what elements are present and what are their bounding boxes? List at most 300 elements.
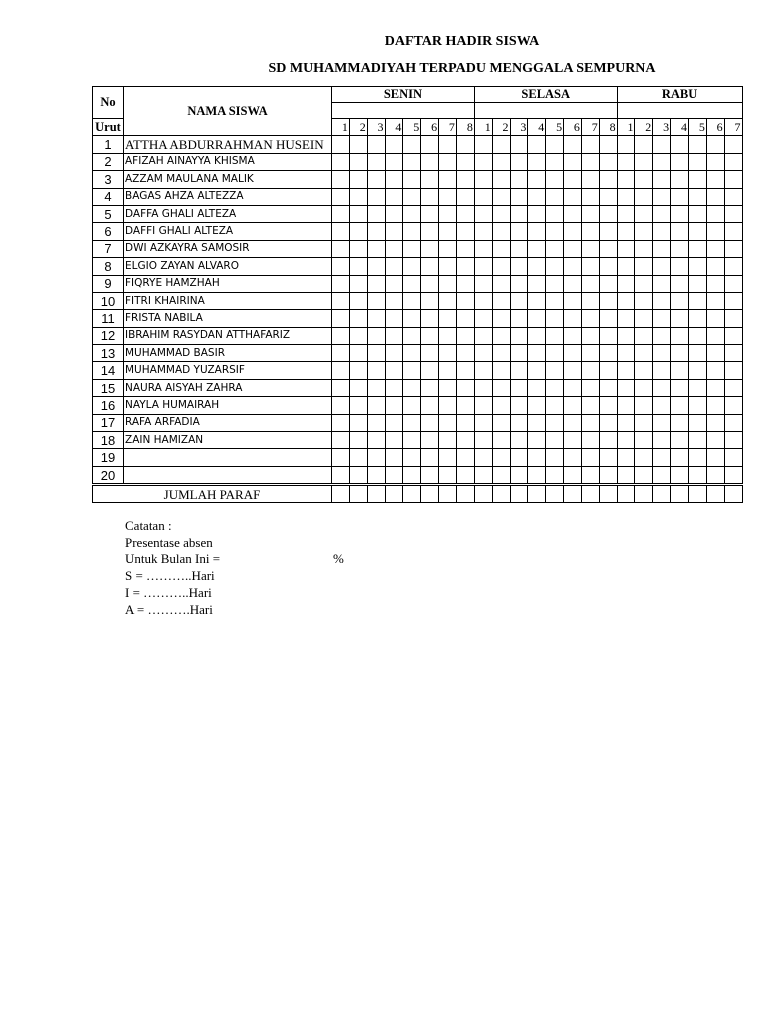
attendance-cell	[385, 466, 403, 484]
attendance-cell	[688, 397, 706, 414]
attendance-cell	[421, 205, 439, 222]
attendance-cell	[724, 310, 742, 327]
attendance-cell	[671, 310, 689, 327]
attendance-cell	[332, 171, 350, 188]
attendance-cell	[653, 258, 671, 275]
attendance-cell	[367, 240, 385, 257]
attendance-cell	[706, 397, 724, 414]
attendance-cell	[635, 153, 653, 170]
attendance-cell	[332, 240, 350, 257]
attendance-cell	[724, 292, 742, 309]
attendance-cell	[635, 136, 653, 153]
attendance-cell	[671, 188, 689, 205]
attendance-cell	[528, 136, 546, 153]
attendance-cell	[528, 292, 546, 309]
attendance-cell	[456, 345, 474, 362]
student-name: RAFA ARFADIA	[124, 414, 332, 431]
attendance-cell	[724, 449, 742, 466]
attendance-cell	[724, 258, 742, 275]
attendance-cell	[439, 153, 457, 170]
attendance-cell	[332, 449, 350, 466]
attendance-cell	[617, 345, 635, 362]
column-header-urut: Urut	[93, 119, 124, 136]
attendance-cell	[492, 466, 510, 484]
attendance-cell	[403, 449, 421, 466]
attendance-cell	[456, 223, 474, 240]
attendance-cell	[635, 205, 653, 222]
notes-line: Catatan :	[125, 518, 172, 533]
attendance-cell	[617, 136, 635, 153]
attendance-cell	[688, 205, 706, 222]
attendance-cell	[474, 327, 492, 344]
student-row	[93, 449, 743, 466]
attendance-cell	[564, 153, 582, 170]
attendance-cell	[510, 275, 528, 292]
attendance-cell	[599, 171, 617, 188]
student-name: ZAIN HAMIZAN	[124, 432, 332, 449]
attendance-cell	[456, 397, 474, 414]
attendance-cell	[349, 397, 367, 414]
attendance-cell	[456, 136, 474, 153]
student-name	[124, 449, 332, 466]
student-row	[93, 397, 743, 414]
attendance-cell	[385, 345, 403, 362]
attendance-cell	[456, 379, 474, 396]
session-number: 3	[510, 119, 528, 136]
attendance-cell	[617, 275, 635, 292]
session-number: 5	[546, 119, 564, 136]
attendance-cell	[474, 397, 492, 414]
attendance-cell	[349, 240, 367, 257]
attendance-cell	[599, 240, 617, 257]
attendance-cell	[332, 205, 350, 222]
attendance-cell	[546, 432, 564, 449]
student-number: 12	[93, 327, 124, 344]
attendance-cell	[635, 310, 653, 327]
attendance-cell	[564, 379, 582, 396]
attendance-cell	[528, 466, 546, 484]
attendance-cell	[456, 310, 474, 327]
attendance-cell	[349, 362, 367, 379]
attendance-cell	[546, 223, 564, 240]
student-name: AZZAM MAULANA MALIK	[124, 171, 332, 188]
attendance-cell	[367, 188, 385, 205]
session-number: 4	[385, 119, 403, 136]
attendance-cell	[349, 345, 367, 362]
attendance-cell	[671, 379, 689, 396]
attendance-cell	[474, 362, 492, 379]
student-name: FITRI KHAIRINA	[124, 292, 332, 309]
attendance-cell	[528, 327, 546, 344]
attendance-cell	[510, 327, 528, 344]
signature-cell	[671, 485, 689, 503]
attendance-cell	[403, 240, 421, 257]
attendance-cell	[385, 432, 403, 449]
notes-line: Presentase absen	[125, 534, 213, 550]
student-number: 6	[93, 223, 124, 240]
attendance-cell	[510, 362, 528, 379]
attendance-cell	[421, 171, 439, 188]
attendance-cell	[706, 292, 724, 309]
attendance-cell	[474, 205, 492, 222]
attendance-cell	[653, 397, 671, 414]
attendance-cell	[617, 397, 635, 414]
attendance-cell	[349, 310, 367, 327]
student-number: 4	[93, 188, 124, 205]
attendance-cell	[474, 223, 492, 240]
attendance-cell	[492, 205, 510, 222]
signature-cell	[546, 485, 564, 503]
attendance-cell	[688, 310, 706, 327]
attendance-cell	[456, 188, 474, 205]
session-number: 7	[581, 119, 599, 136]
attendance-cell	[706, 379, 724, 396]
attendance-cell	[492, 292, 510, 309]
attendance-cell	[581, 223, 599, 240]
attendance-cell	[599, 397, 617, 414]
attendance-cell	[617, 414, 635, 431]
attendance-cell	[439, 223, 457, 240]
attendance-cell	[599, 153, 617, 170]
student-number: 19	[93, 449, 124, 466]
attendance-cell	[474, 345, 492, 362]
session-number: 6	[706, 119, 724, 136]
attendance-cell	[528, 153, 546, 170]
attendance-cell	[492, 362, 510, 379]
attendance-cell	[653, 362, 671, 379]
session-number: 6	[421, 119, 439, 136]
attendance-cell	[564, 136, 582, 153]
attendance-cell	[635, 258, 653, 275]
attendance-cell	[635, 240, 653, 257]
attendance-cell	[635, 432, 653, 449]
attendance-cell	[724, 240, 742, 257]
student-row	[93, 292, 743, 309]
attendance-cell	[439, 171, 457, 188]
attendance-cell	[349, 188, 367, 205]
attendance-cell	[474, 310, 492, 327]
attendance-cell	[653, 327, 671, 344]
attendance-cell	[492, 275, 510, 292]
student-row	[93, 327, 743, 344]
attendance-cell	[653, 188, 671, 205]
attendance-cell	[492, 258, 510, 275]
attendance-cell	[671, 414, 689, 431]
attendance-cell	[492, 327, 510, 344]
attendance-cell	[474, 171, 492, 188]
attendance-cell	[546, 171, 564, 188]
attendance-cell	[456, 327, 474, 344]
attendance-cell	[564, 223, 582, 240]
student-row	[93, 275, 743, 292]
attendance-cell	[671, 275, 689, 292]
attendance-cell	[385, 205, 403, 222]
attendance-cell	[474, 449, 492, 466]
attendance-cell	[510, 397, 528, 414]
attendance-cell	[349, 171, 367, 188]
attendance-cell	[706, 414, 724, 431]
session-number: 5	[403, 119, 421, 136]
attendance-cell	[421, 327, 439, 344]
session-number: 4	[671, 119, 689, 136]
signature-cell	[367, 485, 385, 503]
attendance-cell	[385, 310, 403, 327]
attendance-cell	[599, 327, 617, 344]
student-number: 10	[93, 292, 124, 309]
student-row	[93, 188, 743, 205]
attendance-cell	[706, 345, 724, 362]
attendance-cell	[688, 466, 706, 484]
attendance-cell	[528, 275, 546, 292]
attendance-cell	[439, 240, 457, 257]
attendance-cell	[564, 345, 582, 362]
student-row	[93, 171, 743, 188]
session-number: 5	[688, 119, 706, 136]
signature-cell	[403, 485, 421, 503]
attendance-cell	[349, 205, 367, 222]
attendance-cell	[546, 327, 564, 344]
attendance-cell	[456, 362, 474, 379]
student-number: 3	[93, 171, 124, 188]
attendance-cell	[724, 414, 742, 431]
student-row	[93, 223, 743, 240]
attendance-cell	[349, 153, 367, 170]
attendance-cell	[546, 136, 564, 153]
attendance-cell	[528, 240, 546, 257]
attendance-cell	[581, 414, 599, 431]
attendance-cell	[546, 153, 564, 170]
attendance-cell	[617, 432, 635, 449]
student-name: BAGAS AHZA ALTEZZA	[124, 188, 332, 205]
attendance-cell	[528, 223, 546, 240]
attendance-cell	[332, 362, 350, 379]
attendance-cell	[617, 449, 635, 466]
attendance-cell	[564, 362, 582, 379]
attendance-cell	[617, 466, 635, 484]
attendance-cell	[671, 292, 689, 309]
attendance-cell	[581, 171, 599, 188]
attendance-cell	[564, 397, 582, 414]
student-name: NAYLA HUMAIRAH	[124, 397, 332, 414]
attendance-cell	[671, 223, 689, 240]
attendance-cell	[421, 240, 439, 257]
column-header-name: NAMA SISWA	[124, 87, 332, 136]
attendance-cell	[403, 397, 421, 414]
attendance-cell	[546, 345, 564, 362]
attendance-cell	[510, 432, 528, 449]
attendance-cell	[510, 171, 528, 188]
attendance-cell	[474, 153, 492, 170]
attendance-cell	[385, 379, 403, 396]
attendance-cell	[688, 414, 706, 431]
session-number: 1	[332, 119, 350, 136]
attendance-cell	[403, 188, 421, 205]
attendance-cell	[635, 292, 653, 309]
attendance-cell	[688, 345, 706, 362]
attendance-cell	[492, 136, 510, 153]
attendance-cell	[367, 449, 385, 466]
attendance-cell	[439, 397, 457, 414]
attendance-cell	[421, 153, 439, 170]
attendance-cell	[510, 379, 528, 396]
attendance-cell	[564, 432, 582, 449]
attendance-cell	[671, 432, 689, 449]
attendance-cell	[617, 327, 635, 344]
attendance-cell	[439, 205, 457, 222]
attendance-cell	[439, 345, 457, 362]
total-row	[93, 485, 743, 503]
attendance-cell	[439, 466, 457, 484]
attendance-cell	[724, 205, 742, 222]
attendance-cell	[635, 397, 653, 414]
attendance-cell	[492, 449, 510, 466]
attendance-cell	[706, 240, 724, 257]
notes-block	[125, 518, 220, 618]
attendance-cell	[332, 136, 350, 153]
attendance-cell	[385, 362, 403, 379]
signature-cell	[349, 485, 367, 503]
signature-cell	[706, 485, 724, 503]
notes-line: S = ………..Hari	[125, 568, 215, 584]
attendance-cell	[653, 223, 671, 240]
attendance-cell	[617, 205, 635, 222]
attendance-cell	[706, 223, 724, 240]
notes-line: A = ……….Hari	[125, 601, 213, 617]
attendance-cell	[367, 362, 385, 379]
attendance-cell	[635, 171, 653, 188]
attendance-cell	[653, 466, 671, 484]
attendance-cell	[474, 258, 492, 275]
attendance-cell	[671, 449, 689, 466]
day-header: SELASA	[474, 87, 617, 103]
session-number: 8	[456, 119, 474, 136]
attendance-cell	[474, 414, 492, 431]
attendance-cell	[617, 292, 635, 309]
student-row	[93, 345, 743, 362]
attendance-cell	[349, 466, 367, 484]
student-name: DWI AZKAYRA SAMOSIR	[124, 240, 332, 257]
attendance-cell	[385, 188, 403, 205]
attendance-cell	[528, 258, 546, 275]
attendance-cell	[439, 362, 457, 379]
attendance-cell	[688, 379, 706, 396]
attendance-cell	[474, 292, 492, 309]
student-row	[93, 310, 743, 327]
attendance-cell	[439, 414, 457, 431]
attendance-cell	[635, 275, 653, 292]
attendance-cell	[564, 240, 582, 257]
attendance-cell	[385, 223, 403, 240]
attendance-cell	[671, 171, 689, 188]
attendance-cell	[510, 205, 528, 222]
day-subheader-cell	[474, 103, 617, 119]
attendance-cell	[617, 223, 635, 240]
attendance-cell	[564, 292, 582, 309]
attendance-cell	[349, 449, 367, 466]
attendance-cell	[653, 205, 671, 222]
signature-cell	[421, 485, 439, 503]
attendance-cell	[385, 449, 403, 466]
attendance-cell	[439, 310, 457, 327]
student-number: 14	[93, 362, 124, 379]
student-number: 2	[93, 153, 124, 170]
attendance-cell	[581, 240, 599, 257]
session-number: 2	[635, 119, 653, 136]
student-number: 16	[93, 397, 124, 414]
attendance-cell	[688, 362, 706, 379]
attendance-cell	[528, 171, 546, 188]
attendance-sheet	[92, 86, 743, 504]
attendance-cell	[403, 379, 421, 396]
attendance-cell	[581, 258, 599, 275]
attendance-cell	[671, 345, 689, 362]
session-number: 7	[439, 119, 457, 136]
attendance-cell	[349, 275, 367, 292]
attendance-cell	[456, 449, 474, 466]
day-subheader-cell	[332, 103, 475, 119]
attendance-cell	[688, 171, 706, 188]
attendance-cell	[456, 414, 474, 431]
attendance-cell	[528, 379, 546, 396]
attendance-cell	[706, 449, 724, 466]
attendance-cell	[635, 223, 653, 240]
attendance-cell	[385, 397, 403, 414]
attendance-cell	[688, 292, 706, 309]
attendance-cell	[599, 466, 617, 484]
student-name: ATTHA ABDURRAHMAN HUSEIN	[124, 136, 332, 153]
attendance-cell	[581, 310, 599, 327]
attendance-cell	[635, 466, 653, 484]
attendance-cell	[367, 205, 385, 222]
percent-sign: %	[333, 551, 344, 566]
attendance-cell	[546, 379, 564, 396]
attendance-cell	[653, 379, 671, 396]
student-row	[93, 258, 743, 275]
attendance-cell	[367, 327, 385, 344]
attendance-cell	[564, 327, 582, 344]
attendance-cell	[439, 292, 457, 309]
signature-cell	[385, 485, 403, 503]
attendance-cell	[706, 136, 724, 153]
attendance-cell	[724, 188, 742, 205]
attendance-cell	[403, 327, 421, 344]
attendance-cell	[671, 240, 689, 257]
day-subheader-cell	[617, 103, 742, 119]
attendance-cell	[367, 292, 385, 309]
attendance-cell	[510, 310, 528, 327]
attendance-cell	[528, 432, 546, 449]
session-number: 2	[492, 119, 510, 136]
attendance-cell	[653, 432, 671, 449]
attendance-cell	[617, 310, 635, 327]
session-number: 3	[367, 119, 385, 136]
attendance-cell	[349, 223, 367, 240]
student-row	[93, 432, 743, 449]
attendance-cell	[349, 136, 367, 153]
attendance-cell	[385, 275, 403, 292]
attendance-cell	[385, 414, 403, 431]
student-row	[93, 240, 743, 257]
attendance-cell	[510, 188, 528, 205]
attendance-cell	[367, 432, 385, 449]
attendance-cell	[421, 345, 439, 362]
attendance-cell	[421, 258, 439, 275]
attendance-cell	[635, 379, 653, 396]
attendance-cell	[332, 432, 350, 449]
attendance-cell	[617, 362, 635, 379]
attendance-cell	[528, 449, 546, 466]
signature-cell	[564, 485, 582, 503]
